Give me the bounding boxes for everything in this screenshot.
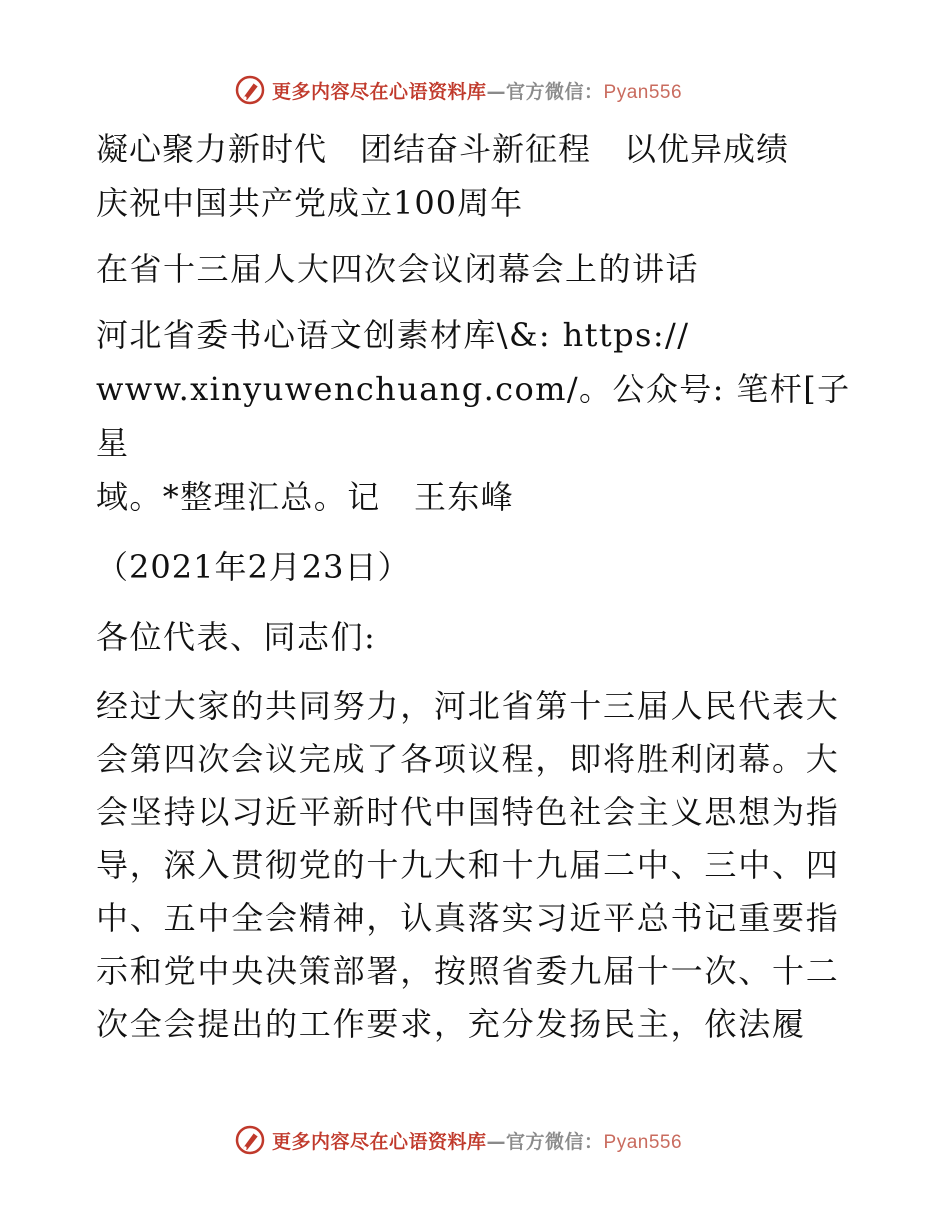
watermark-text — [272, 77, 682, 104]
source-line-2: www.xinyuwenchuang.com/。公众号: 笔杆[子星 — [96, 370, 851, 462]
source-line-1: 河北省委书心语文创素材库\&: https:// — [96, 316, 690, 354]
title-line-1: 凝心聚力新时代 团结奋斗新征程 以优异成绩 — [96, 130, 790, 168]
body-paragraph: 经过大家的共同努力，河北省第十三届人民代表大会第四次会议完成了各项议程，即将胜利闭幕。大会坚持以习近平新时代中国特色社会主义思想为指导，深入贯彻党的十九大和十九届二中、三中、四中、五中全会精神，认真落实习近平总书记重要指示和党中央决策部署，按照省委九届十一次、十二次全会提出的工作要求，充分发扬民主，依法履 — [96, 687, 840, 1043]
watermark-dash: — — [486, 1130, 507, 1153]
source-line-3: 域。*整理汇总。记 王东峰 — [96, 478, 515, 516]
watermark-main: 更多内容尽在心语资料库 — [272, 80, 487, 103]
document-body — [96, 122, 856, 1051]
greeting: 各位代表、同志们: — [96, 618, 377, 656]
title-line-2: 庆祝中国共产党成立100周年 — [96, 184, 524, 222]
pen-nib-logo-icon — [234, 1124, 266, 1156]
watermark-label: 官方微信： — [506, 1130, 604, 1153]
watermark-main: 更多内容尽在心语资料库 — [272, 1130, 487, 1153]
watermark-dash: — — [486, 80, 507, 103]
watermark-handle: Pyan556 — [603, 1131, 683, 1153]
header-watermark — [234, 70, 754, 110]
pen-nib-logo-icon — [234, 74, 266, 106]
speech-date: （2021年2月23日） — [96, 548, 411, 586]
watermark-label: 官方微信： — [506, 80, 604, 103]
footer-watermark — [234, 1120, 754, 1160]
subtitle: 在省十三届人大四次会议闭幕会上的讲话 — [96, 250, 700, 288]
watermark-text — [272, 1127, 682, 1154]
watermark-handle: Pyan556 — [603, 81, 683, 103]
